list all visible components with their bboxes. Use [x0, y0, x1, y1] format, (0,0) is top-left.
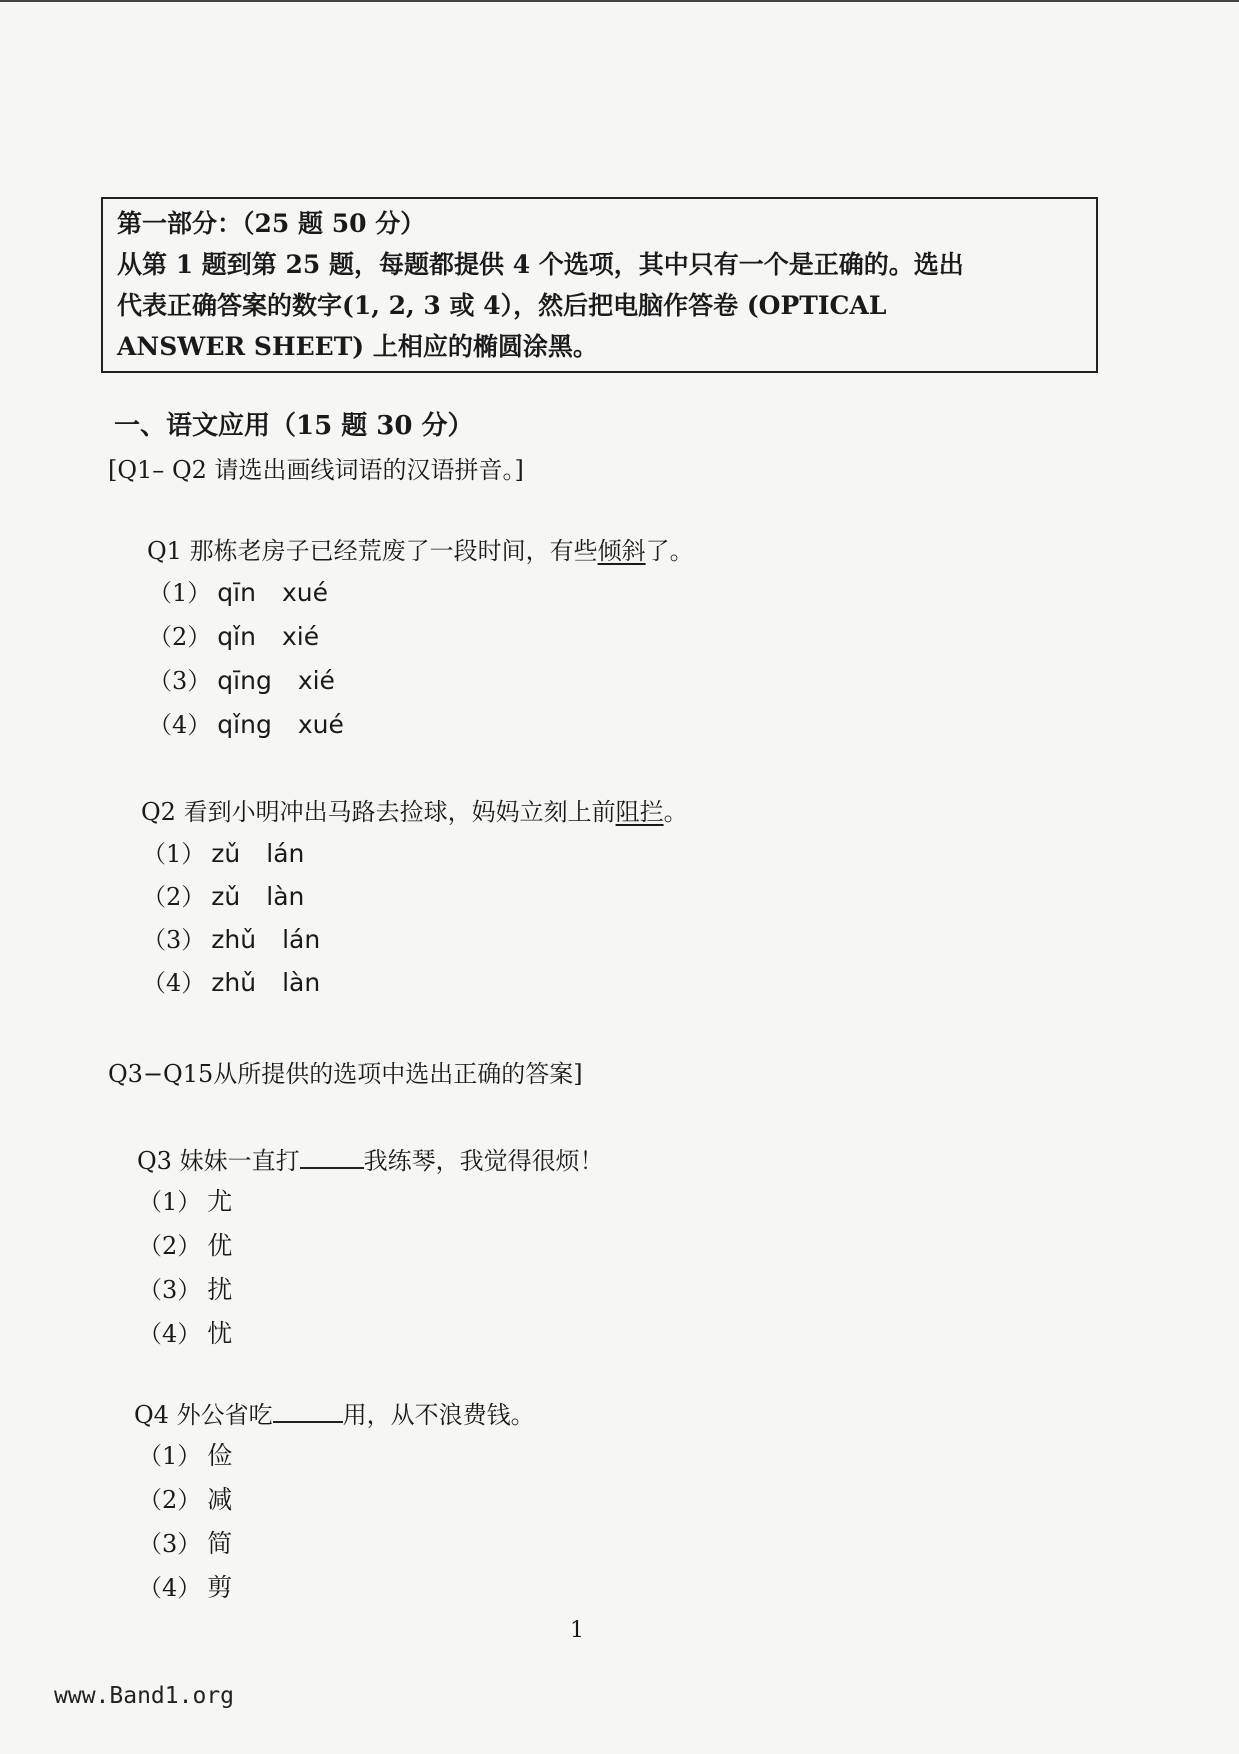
option-number: （3） — [138, 1276, 202, 1304]
option-pinyin-2: xié — [297, 666, 335, 695]
question-stem-end: 。 — [663, 798, 688, 826]
option-character: 尤 — [207, 1187, 233, 1216]
option-number: （3） — [142, 926, 206, 954]
option-pinyin-2: làn — [266, 882, 305, 911]
instruction-line: 从第 1 题到第 25 题，每题都提供 4 个选项，其中只有一个是正确的。选出 — [117, 250, 964, 279]
option-pinyin-2: xué — [281, 578, 328, 607]
instruction-line: 代表正确答案的数字(1, 2, 3 或 4），然后把电脑作答卷 (OPTICAL — [117, 291, 887, 320]
option-q1-1[interactable] — [148, 573, 328, 608]
option-q3-3[interactable] — [138, 1270, 232, 1306]
question-q3 — [137, 1141, 604, 1176]
underlined-word: 倾斜 — [597, 537, 646, 565]
option-pinyin-1: zhǔ — [211, 925, 257, 954]
option-number: （4） — [138, 1574, 202, 1602]
section-title: 一、语文应用（15 题 30 分） — [114, 411, 474, 441]
option-number: （1） — [138, 1442, 202, 1470]
section-note-q1-q2: [Q1– Q2 请选出画线词语的汉语拼音。] — [108, 456, 524, 484]
option-pinyin-2: lán — [282, 925, 321, 954]
question-stem-end: 用，从不浪费钱。 — [342, 1401, 535, 1429]
option-character: 俭 — [207, 1441, 233, 1470]
option-character: 减 — [207, 1485, 233, 1514]
option-number: （1） — [138, 1188, 202, 1216]
option-pinyin-2: xué — [297, 710, 344, 739]
option-number: （4） — [138, 1320, 202, 1348]
option-pinyin-1: zǔ — [211, 839, 241, 868]
top-edge-line — [0, 0, 1239, 2]
option-number: （1） — [148, 579, 212, 607]
option-q4-2[interactable] — [138, 1480, 232, 1516]
question-stem: Q3 妹妹一直打 — [137, 1147, 300, 1175]
option-pinyin-2: xié — [281, 622, 320, 651]
question-stem: Q4 外公省吃 — [134, 1401, 273, 1429]
question-q4 — [134, 1395, 535, 1430]
option-number: （1） — [142, 840, 206, 868]
question-stem: Q1 那栋老房子已经荒废了一段时间，有些 — [147, 537, 598, 565]
option-q2-1[interactable] — [142, 834, 304, 869]
instruction-line: ANSWER SHEET) 上相应的椭圆涂黑。 — [117, 332, 598, 361]
question-stem: Q2 看到小明冲出马路去捡球，妈妈立刻上前 — [141, 798, 616, 826]
part-heading: 第一部分：（25 题 50 分） — [117, 209, 426, 238]
option-q3-1[interactable] — [138, 1182, 232, 1218]
question-stem-end: 我练琴，我觉得很烦！ — [363, 1147, 604, 1175]
option-character: 忧 — [207, 1319, 233, 1348]
option-q3-2[interactable] — [138, 1226, 232, 1262]
part-instructions-box — [101, 197, 1098, 373]
page-number: 1 — [570, 1618, 584, 1643]
option-pinyin-1: zhǔ — [211, 968, 257, 997]
option-character: 优 — [207, 1231, 233, 1260]
option-q1-3[interactable] — [148, 661, 335, 696]
answer-blank — [300, 1149, 364, 1169]
option-pinyin-1: qǐng — [217, 710, 272, 739]
option-pinyin-2: làn — [282, 968, 321, 997]
option-number: （2） — [142, 883, 206, 911]
option-q1-2[interactable] — [148, 617, 319, 652]
option-q2-4[interactable] — [142, 963, 320, 998]
option-q2-3[interactable] — [142, 920, 320, 955]
option-number: （4） — [148, 711, 212, 739]
option-character: 剪 — [207, 1573, 233, 1602]
option-number: （3） — [138, 1530, 202, 1558]
option-q2-2[interactable] — [142, 877, 304, 912]
question-stem-end: 了。 — [645, 537, 694, 565]
option-pinyin-2: lán — [266, 839, 305, 868]
option-number: （4） — [142, 969, 206, 997]
option-q4-3[interactable] — [138, 1524, 232, 1560]
option-pinyin-1: qīn — [217, 578, 256, 607]
option-character: 简 — [207, 1529, 233, 1558]
option-pinyin-1: qǐn — [217, 622, 256, 651]
footer-website-link[interactable]: www.Band1.org — [54, 1683, 235, 1709]
option-character: 扰 — [207, 1275, 233, 1304]
answer-blank — [273, 1403, 343, 1423]
option-q3-4[interactable] — [138, 1314, 232, 1350]
option-number: （2） — [138, 1486, 202, 1514]
option-q4-4[interactable] — [138, 1568, 232, 1604]
option-q1-4[interactable] — [148, 705, 344, 740]
option-number: （2） — [148, 623, 212, 651]
question-q2 — [141, 792, 688, 827]
option-number: （3） — [148, 667, 212, 695]
option-number: （2） — [138, 1232, 202, 1260]
option-pinyin-1: qīng — [217, 666, 272, 695]
question-q1 — [147, 531, 694, 566]
underlined-word: 阻拦 — [615, 798, 664, 826]
option-pinyin-1: zǔ — [211, 882, 241, 911]
section-note-q3-q15: Q3−Q15从所提供的选项中选出正确的答案] — [108, 1060, 583, 1088]
option-q4-1[interactable] — [138, 1436, 232, 1472]
